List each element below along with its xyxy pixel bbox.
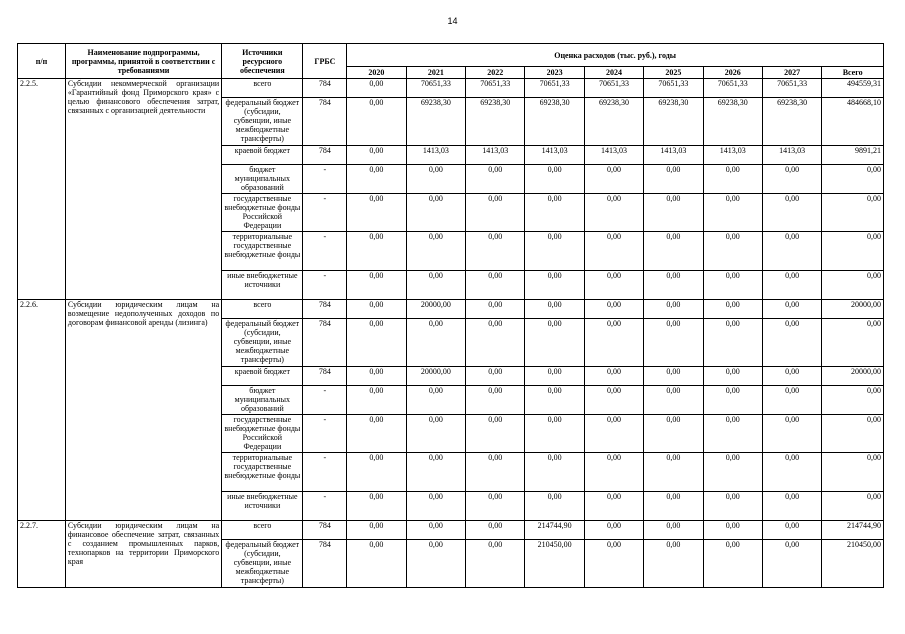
year-header: 2021	[406, 67, 465, 79]
year-value: 0,00	[347, 300, 406, 319]
funding-source: всего	[222, 79, 303, 98]
year-value: 0,00	[406, 232, 465, 271]
year-value: 20000,00	[406, 367, 465, 386]
year-value: 0,00	[406, 415, 465, 453]
year-value: 0,00	[644, 386, 703, 415]
item-name: Субсидии юридическим лицам на возмещение недополученных доходов по договорам финансовой аренды (лизинга)	[65, 300, 221, 521]
year-value: 0,00	[762, 540, 821, 588]
year-value: 0,00	[406, 453, 465, 492]
header-grbs: ГРБС	[303, 44, 347, 79]
year-value: 0,00	[347, 386, 406, 415]
year-value: 0,00	[406, 492, 465, 521]
year-header: 2023	[525, 67, 584, 79]
year-value: 0,00	[762, 492, 821, 521]
year-value: 0,00	[703, 367, 762, 386]
year-value: 0,00	[525, 386, 584, 415]
funding-source: территориальные государственные внебюджетные фонды	[222, 453, 303, 492]
total-value: 9891,21	[822, 146, 884, 165]
year-value: 0,00	[584, 540, 643, 588]
year-value: 69238,30	[703, 98, 762, 146]
total-value: 0,00	[822, 492, 884, 521]
year-value: 0,00	[525, 300, 584, 319]
funding-source: бюджет муниципальных образований	[222, 165, 303, 194]
year-value: 0,00	[584, 165, 643, 194]
year-value: 0,00	[466, 453, 525, 492]
year-value: 0,00	[584, 232, 643, 271]
year-value: 0,00	[703, 271, 762, 300]
year-value: 0,00	[347, 165, 406, 194]
year-value: 69238,30	[762, 98, 821, 146]
year-value: 0,00	[347, 232, 406, 271]
year-value: 0,00	[584, 453, 643, 492]
total-value: 20000,00	[822, 367, 884, 386]
year-value: 1413,03	[406, 146, 465, 165]
total-value: 484668,10	[822, 98, 884, 146]
year-value: 0,00	[347, 492, 406, 521]
total-value: 494559,31	[822, 79, 884, 98]
year-value: 0,00	[466, 367, 525, 386]
item-code: 2.2.5.	[18, 79, 66, 300]
table-row	[18, 79, 884, 98]
year-value: 0,00	[347, 415, 406, 453]
header-name: Наименование подпрограммы, программы, принятой в соответствии с требованиями	[65, 44, 221, 79]
year-value: 0,00	[762, 415, 821, 453]
year-value: 0,00	[762, 367, 821, 386]
total-value: 0,00	[822, 271, 884, 300]
funding-source: государственные внебюджетные фонды Российской Федерации	[222, 194, 303, 232]
grbs-code: 784	[303, 367, 347, 386]
total-value: 0,00	[822, 453, 884, 492]
year-value: 70651,33	[703, 79, 762, 98]
year-header: 2026	[703, 67, 762, 79]
year-value: 0,00	[466, 521, 525, 540]
year-value: 0,00	[406, 165, 465, 194]
year-value: 0,00	[762, 232, 821, 271]
funding-source: всего	[222, 300, 303, 319]
year-value: 0,00	[703, 492, 762, 521]
grbs-code: -	[303, 492, 347, 521]
grbs-code: 784	[303, 98, 347, 146]
year-value: 0,00	[347, 271, 406, 300]
grbs-code: 784	[303, 540, 347, 588]
year-value: 0,00	[703, 232, 762, 271]
grbs-code: -	[303, 271, 347, 300]
year-value: 0,00	[644, 232, 703, 271]
year-value: 0,00	[703, 194, 762, 232]
grbs-code: 784	[303, 319, 347, 367]
grbs-code: -	[303, 415, 347, 453]
year-header: 2022	[466, 67, 525, 79]
year-value: 0,00	[406, 194, 465, 232]
header-costs: Оценка расходов (тыс. руб.), годы	[347, 44, 884, 67]
year-value: 1413,03	[525, 146, 584, 165]
year-value: 0,00	[466, 540, 525, 588]
header-code: п/п	[18, 44, 66, 79]
table-body	[18, 79, 884, 588]
year-value: 70651,33	[644, 79, 703, 98]
year-value: 0,00	[644, 415, 703, 453]
funding-source: краевой бюджет	[222, 367, 303, 386]
year-value: 0,00	[644, 540, 703, 588]
year-value: 0,00	[762, 165, 821, 194]
year-value: 0,00	[347, 79, 406, 98]
year-value: 0,00	[644, 521, 703, 540]
year-header: 2025	[644, 67, 703, 79]
total-value: 0,00	[822, 386, 884, 415]
year-value: 0,00	[584, 386, 643, 415]
year-value: 214744,90	[525, 521, 584, 540]
year-value: 0,00	[584, 300, 643, 319]
grbs-code: -	[303, 386, 347, 415]
total-value: 20000,00	[822, 300, 884, 319]
grbs-code: -	[303, 453, 347, 492]
year-value: 0,00	[584, 367, 643, 386]
grbs-code: 784	[303, 146, 347, 165]
year-value: 0,00	[466, 271, 525, 300]
year-header-total: Всего	[822, 67, 884, 79]
funding-source: федеральный бюджет (субсидии, субвенции, иные межбюджетные трансферты)	[222, 540, 303, 588]
total-value: 210450,00	[822, 540, 884, 588]
year-value: 0,00	[644, 453, 703, 492]
budget-table	[17, 43, 884, 588]
year-value: 0,00	[466, 194, 525, 232]
funding-source: бюджет муниципальных образований	[222, 386, 303, 415]
year-value: 0,00	[466, 415, 525, 453]
year-value: 0,00	[406, 521, 465, 540]
year-value: 0,00	[703, 521, 762, 540]
total-value: 0,00	[822, 232, 884, 271]
year-value: 0,00	[525, 367, 584, 386]
total-value: 0,00	[822, 194, 884, 232]
year-value: 0,00	[406, 271, 465, 300]
year-value: 70651,33	[525, 79, 584, 98]
year-value: 0,00	[466, 319, 525, 367]
year-value: 0,00	[644, 492, 703, 521]
year-value: 0,00	[584, 521, 643, 540]
year-value: 0,00	[347, 146, 406, 165]
header-source: Источники ресурсного обеспечения	[222, 44, 303, 79]
grbs-code: 784	[303, 521, 347, 540]
year-value: 0,00	[347, 540, 406, 588]
grbs-code: -	[303, 165, 347, 194]
year-value: 0,00	[762, 453, 821, 492]
item-name: Субсидии некоммерческой организации «Гарантийный фонд Приморского края» с целью финансового обеспечения затрат, связанных с организацией деятельности	[65, 79, 221, 300]
year-value: 0,00	[525, 415, 584, 453]
table-header	[18, 44, 884, 79]
year-value: 0,00	[525, 271, 584, 300]
year-value: 70651,33	[406, 79, 465, 98]
year-value: 0,00	[703, 165, 762, 194]
funding-source: территориальные государственные внебюджетные фонды	[222, 232, 303, 271]
year-value: 0,00	[406, 540, 465, 588]
year-value: 0,00	[525, 319, 584, 367]
year-value: 0,00	[703, 319, 762, 367]
year-value: 0,00	[644, 194, 703, 232]
total-value: 0,00	[822, 415, 884, 453]
year-value: 69238,30	[406, 98, 465, 146]
year-value: 0,00	[762, 300, 821, 319]
year-value: 69238,30	[466, 98, 525, 146]
year-value: 0,00	[644, 319, 703, 367]
year-value: 0,00	[347, 453, 406, 492]
grbs-code: 784	[303, 79, 347, 98]
year-value: 0,00	[347, 194, 406, 232]
year-value: 0,00	[762, 194, 821, 232]
year-value: 0,00	[466, 165, 525, 194]
funding-source: иные внебюджетные источники	[222, 271, 303, 300]
year-value: 0,00	[584, 319, 643, 367]
year-value: 0,00	[466, 232, 525, 271]
funding-source: федеральный бюджет (субсидии, субвенции, иные межбюджетные трансферты)	[222, 319, 303, 367]
funding-source: государственные внебюджетные фонды Российской Федерации	[222, 415, 303, 453]
year-header: 2024	[584, 67, 643, 79]
year-value: 0,00	[525, 453, 584, 492]
year-value: 0,00	[703, 386, 762, 415]
year-value: 69238,30	[584, 98, 643, 146]
year-value: 1413,03	[703, 146, 762, 165]
year-value: 0,00	[703, 453, 762, 492]
year-value: 69238,30	[644, 98, 703, 146]
item-name: Субсидии юридическим лицам на финансовое обеспечение затрат, связанных с созданием промышленных парков, технопарков на территории Приморского края	[65, 521, 221, 588]
year-value: 0,00	[347, 367, 406, 386]
year-value: 210450,00	[525, 540, 584, 588]
year-header: 2020	[347, 67, 406, 79]
year-value: 0,00	[584, 271, 643, 300]
year-value: 0,00	[644, 367, 703, 386]
total-value: 0,00	[822, 165, 884, 194]
year-value: 0,00	[525, 194, 584, 232]
funding-source: иные внебюджетные источники	[222, 492, 303, 521]
item-code: 2.2.7.	[18, 521, 66, 588]
year-value: 0,00	[762, 319, 821, 367]
year-value: 1413,03	[584, 146, 643, 165]
year-value: 0,00	[703, 540, 762, 588]
year-value: 1413,03	[644, 146, 703, 165]
year-value: 0,00	[762, 386, 821, 415]
funding-source: федеральный бюджет (субсидии, субвенции, иные межбюджетные трансферты)	[222, 98, 303, 146]
page-number: 14	[447, 16, 458, 26]
year-value: 0,00	[347, 319, 406, 367]
year-value: 0,00	[644, 300, 703, 319]
year-value: 0,00	[347, 98, 406, 146]
year-value: 0,00	[466, 492, 525, 521]
year-value: 0,00	[347, 521, 406, 540]
year-value: 70651,33	[466, 79, 525, 98]
funding-source: всего	[222, 521, 303, 540]
year-value: 0,00	[762, 521, 821, 540]
item-code: 2.2.6.	[18, 300, 66, 521]
grbs-code: -	[303, 232, 347, 271]
table-row	[18, 521, 884, 540]
funding-source: краевой бюджет	[222, 146, 303, 165]
year-value: 20000,00	[406, 300, 465, 319]
year-value: 0,00	[584, 415, 643, 453]
year-value: 1413,03	[762, 146, 821, 165]
year-value: 0,00	[584, 492, 643, 521]
year-value: 0,00	[466, 300, 525, 319]
year-value: 0,00	[406, 319, 465, 367]
grbs-code: -	[303, 194, 347, 232]
year-value: 0,00	[644, 271, 703, 300]
year-value: 70651,33	[584, 79, 643, 98]
year-value: 0,00	[644, 165, 703, 194]
total-value: 0,00	[822, 319, 884, 367]
year-value: 1413,03	[466, 146, 525, 165]
year-value: 70651,33	[762, 79, 821, 98]
year-value: 0,00	[525, 492, 584, 521]
table-row	[18, 300, 884, 319]
year-value: 0,00	[762, 271, 821, 300]
year-value: 0,00	[525, 165, 584, 194]
year-value: 0,00	[703, 300, 762, 319]
year-header: 2027	[762, 67, 821, 79]
total-value: 214744,90	[822, 521, 884, 540]
year-value: 0,00	[703, 415, 762, 453]
year-value: 0,00	[406, 386, 465, 415]
year-value: 0,00	[466, 386, 525, 415]
grbs-code: 784	[303, 300, 347, 319]
year-value: 69238,30	[525, 98, 584, 146]
year-value: 0,00	[525, 232, 584, 271]
year-value: 0,00	[584, 194, 643, 232]
